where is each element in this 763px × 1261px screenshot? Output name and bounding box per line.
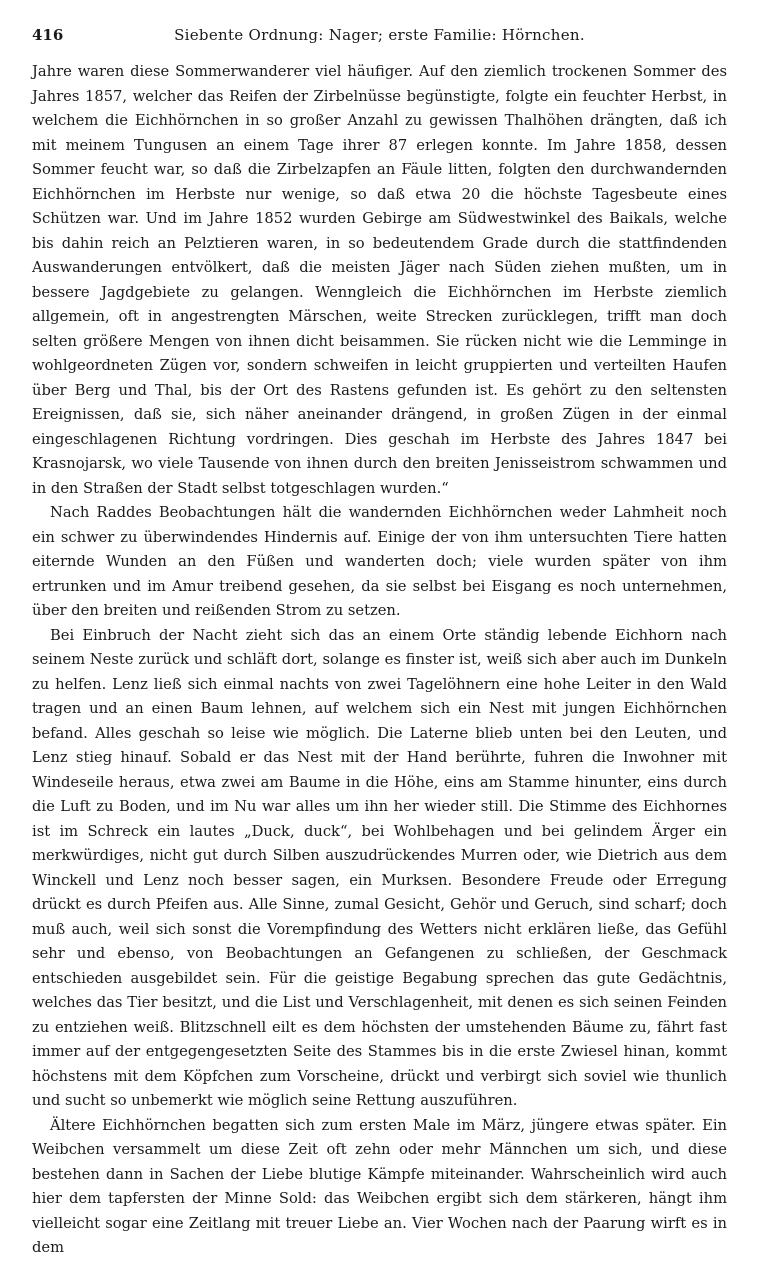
paragraph: Jahre waren diese Sommerwanderer viel häufiger. Auf den ziemlich trockenen Sommer des Jahres 1857, welcher das Reifen der Zirbelnüsse begünstigte, folgte ein feuchter Herbst, in welchem die Eichhörnchen in so großer Anzahl zu gewissen Thalhöhen drängten, daß ich mit meinem Tungusen an einem Tage ihrer 87 erlegen konnte. Im Jahre 1858, dessen Sommer feucht war, so daß die Zirbelzapfen an Fäule litten, folgten den durchwandernden Eichhörnchen im Herbste nur wenige, so daß etwa 20 die höchste Tagesbeute eines Schützen war. Und im Jahre 1852 wurden Gebirge am Südwestwinkel des Baikals, welche bis dahin reich an Pelztieren waren, in so bedeutendem Grade durch die stattfindenden Auswanderungen entvölkert, daß die meisten Jäger nach Süden ziehen mußten, um in bessere Jagdgebiete zu gelangen. Wenngleich die Eichhörnchen im Herbste ziemlich allgemein, oft in angestrengten Märschen, weite Strecken zurücklegen, trifft man doch selten größere Mengen von ihnen dicht beisammen. Sie rücken nicht wie die Lemminge in wohlgeordneten Zügen vor, sondern schweifen in leicht gruppierten und verteilten Haufen über Berg und Thal, bis der Ort des Rastens gefunden ist. Es gehört zu den seltensten Ereignissen, daß sie, sich näher aneinander drängend, in großen Zügen in der einmal eingeschlagenen Richtung vordringen. Dies geschah im Herbste des Jahres 1847 bei Krasnojarsk, wo viele Tausende von ihnen durch den breiten Jenisseistrom schwammen und in den Straßen der Stadt selbst totgeschlagen wurden.“	[32, 63, 727, 497]
text-body	[32, 60, 727, 1261]
page-number: 416	[32, 26, 64, 44]
paragraph: Nach Raddes Beobachtungen hält die wandernden Eichhörnchen weder Lahmheit noch ein schwer zu überwindendes Hindernis auf. Einige der von ihm untersuchten Tiere hatten eiternde Wunden an den Füßen und wanderten doch; viele wurden später von ihm ertrunken und im Amur treibend gesehen, da sie selbst bei Eisgang es noch unternehmen, über den breiten und reißenden Strom zu setzen.	[32, 504, 727, 619]
paragraph: Bei Einbruch der Nacht zieht sich das an einem Orte ständig lebende Eichhorn nach seinem Neste zurück und schläft dort, solange es finster ist, weiß sich aber auch im Dunkeln zu helfen. Lenz ließ sich einmal nachts von zwei Tagelöhnern eine hohe Leiter in den Wald tragen und an einen Baum lehnen, auf welchem sich ein Nest mit jungen Eichhörnchen befand. Alles geschah so leise wie möglich. Die Laterne blieb unten bei den Leuten, und Lenz stieg hinauf. Sobald er das Nest mit der Hand berührte, fuhren die Inwohner mit Windeseile heraus, etwa zwei am Baume in die Höhe, eins am Stamme hinunter, eins durch die Luft zu Boden, und im Nu war alles um ihn her wieder still. Die Stimme des Eichhornes ist im Schreck ein lautes „Duck, duck“, bei Wohlbehagen und bei gelindem Ärger ein merkwürdiges, nicht gut durch Silben auszudrückendes Murren oder, wie Dietrich aus dem Winckell und Lenz noch besser sagen, ein Murksen. Besondere Freude oder Erregung drückt es durch Pfeifen aus. Alle Sinne, zumal Gesicht, Gehör und Geruch, sind scharf; doch muß auch, weil sich sonst die Vorempfindung des Wetters nicht erklären ließe, das Gefühl sehr und ebenso, von Beobachtungen an Gefangenen zu schließen, der Geschmack entschieden ausgebildet sein. Für die geistige Begabung sprechen das gute Gedächtnis, welches das Tier besitzt, und die List und Verschlagenheit, mit denen es sich seinen Feinden zu entziehen weiß. Blitzschnell eilt es dem höchsten der umstehenden Bäume zu, fährt fast immer auf der entgegengesetzten Seite des Stammes bis in die erste Zwiesel hinan, kommt höchstens mit dem Köpfchen zum Vorscheine, drückt und verbirgt sich soviel wie thunlich und sucht so unbemerkt wie möglich seine Rettung auszuführen.	[32, 626, 727, 1109]
running-title: Siebente Ordnung: Nager; erste Familie: Hörnchen.	[174, 26, 585, 44]
paragraph: Ältere Eichhörnchen begatten sich zum ersten Male im März, jüngere etwas später. Ein Weibchen versammelt um diese Zeit oft zehn oder mehr Männchen um sich, und diese bestehen dann in Sachen der Liebe blutige Kämpfe miteinander. Wahrscheinlich wird auch hier dem tapfersten der Minne Sold: das Weibchen ergibt sich dem stärkeren, hängt ihm vielleicht sogar eine Zeitlang mit treuer Liebe an. Vier Wochen nach der Paarung wirft es in dem	[32, 1116, 727, 1256]
running-header	[32, 26, 727, 48]
